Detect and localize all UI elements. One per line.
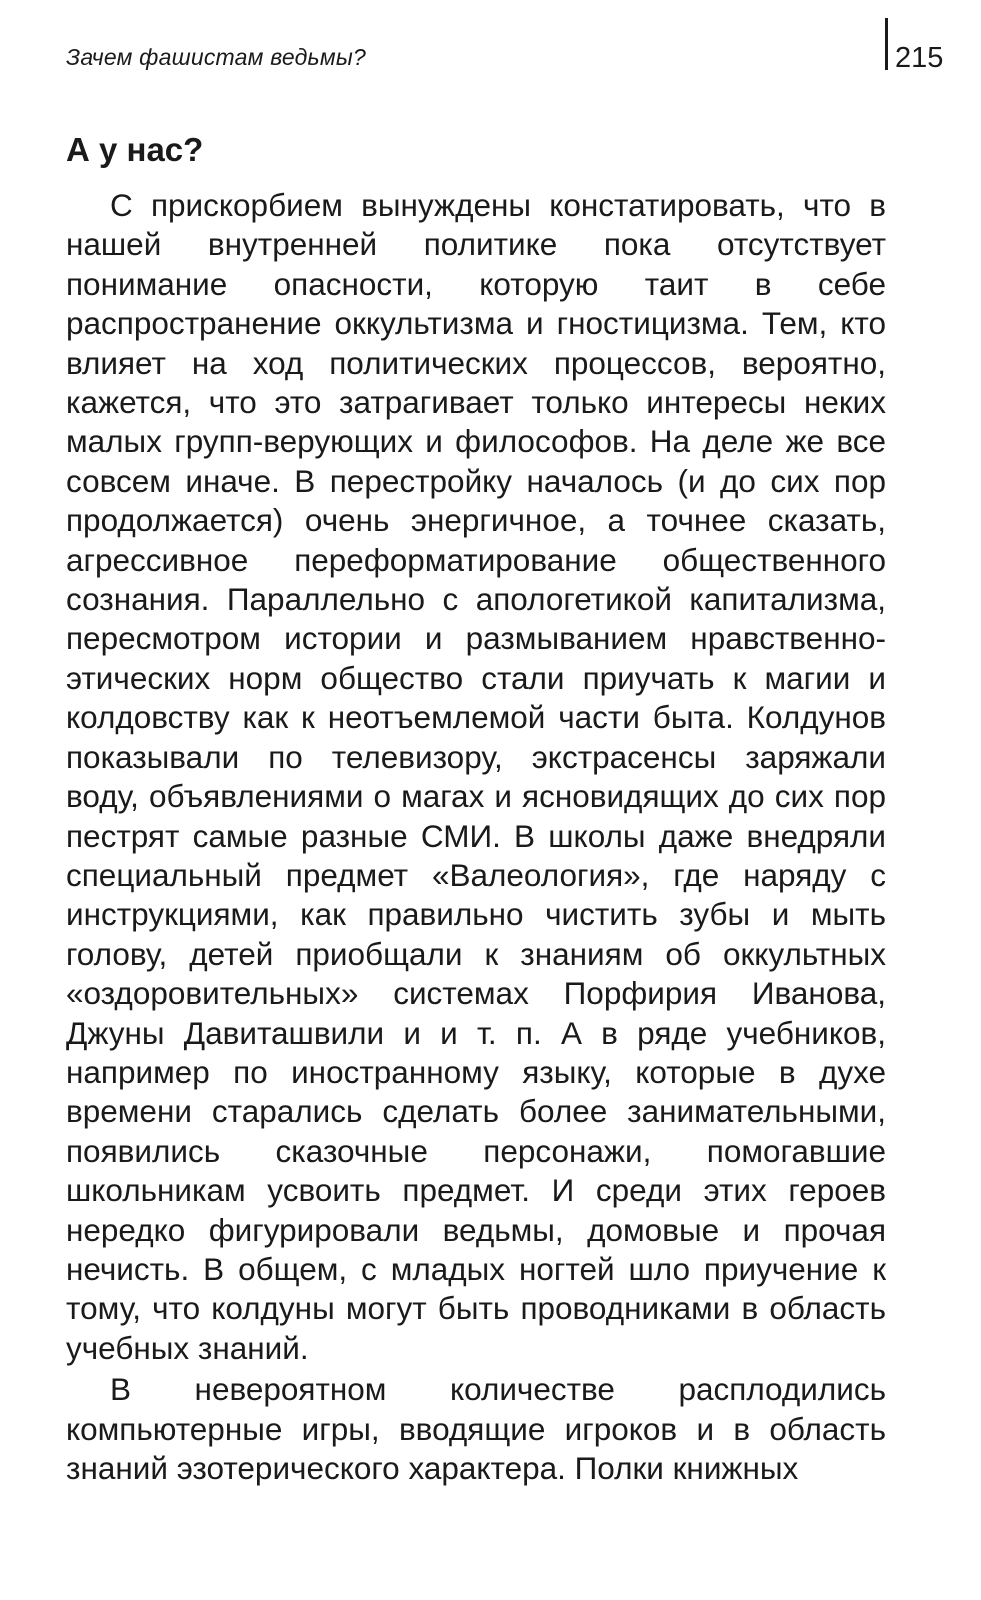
body-text: [66, 186, 886, 1488]
section-title: А у нас?: [66, 131, 204, 168]
running-head-title: Зачем фашистам ведьмы?: [66, 44, 366, 70]
paragraph: С прискорбием вынуждены констатировать, что в нашей внутренней политике пока отсутствует понимание опасности, которую таит в себе распространение оккультизма и гностицизма. Тем, кто влияет на ход политических процессов, вероятно, кажется, что это затрагивает только интересы неких малых групп-верующих и философов. На деле же все совсем иначе. В перестройку началось (и до сих пор продолжается) очень энергичное, а точнее сказать, агрессивное переформатирование общественного сознания. Параллельно с апологетикой капитализма, пересмотром истории и размыванием нравственно-этических норм общество стали приучать к магии и колдовству как к неотъемлемой части быта. Колдунов показывали по телевизору, экстрасенсы заряжали воду, объявлениями о магах и ясновидящих до сих пор пестрят самые разные СМИ. В школы даже внедряли специальный предмет «Валеология», где наряду с инструкциями, как правильно чистить зубы и мыть голову, детей приобщали к знаниям об оккультных «оздоровительных» системах Порфирия Иванова, Джуны Давиташвили и и т. п. А в ряде учебников, например по иностранному языку, которые в духе времени старались сделать более занимательными, появились сказочные персонажи, помогавшие школьникам усвоить предмет. И среди этих героев нередко фигурировали ведьмы, домовые и прочая нечисть. В общем, с младых ногтей шло приучение к тому, что колдуны могут быть проводниками в область учебных знаний.: [66, 187, 886, 1366]
page-number: 215: [895, 42, 944, 74]
header-divider: [885, 18, 888, 70]
paragraph: В невероятном количестве расплодились компьютерные игры, вводящие игроков и в область знаний эзотерического характера. Полки книжных: [66, 1371, 886, 1486]
